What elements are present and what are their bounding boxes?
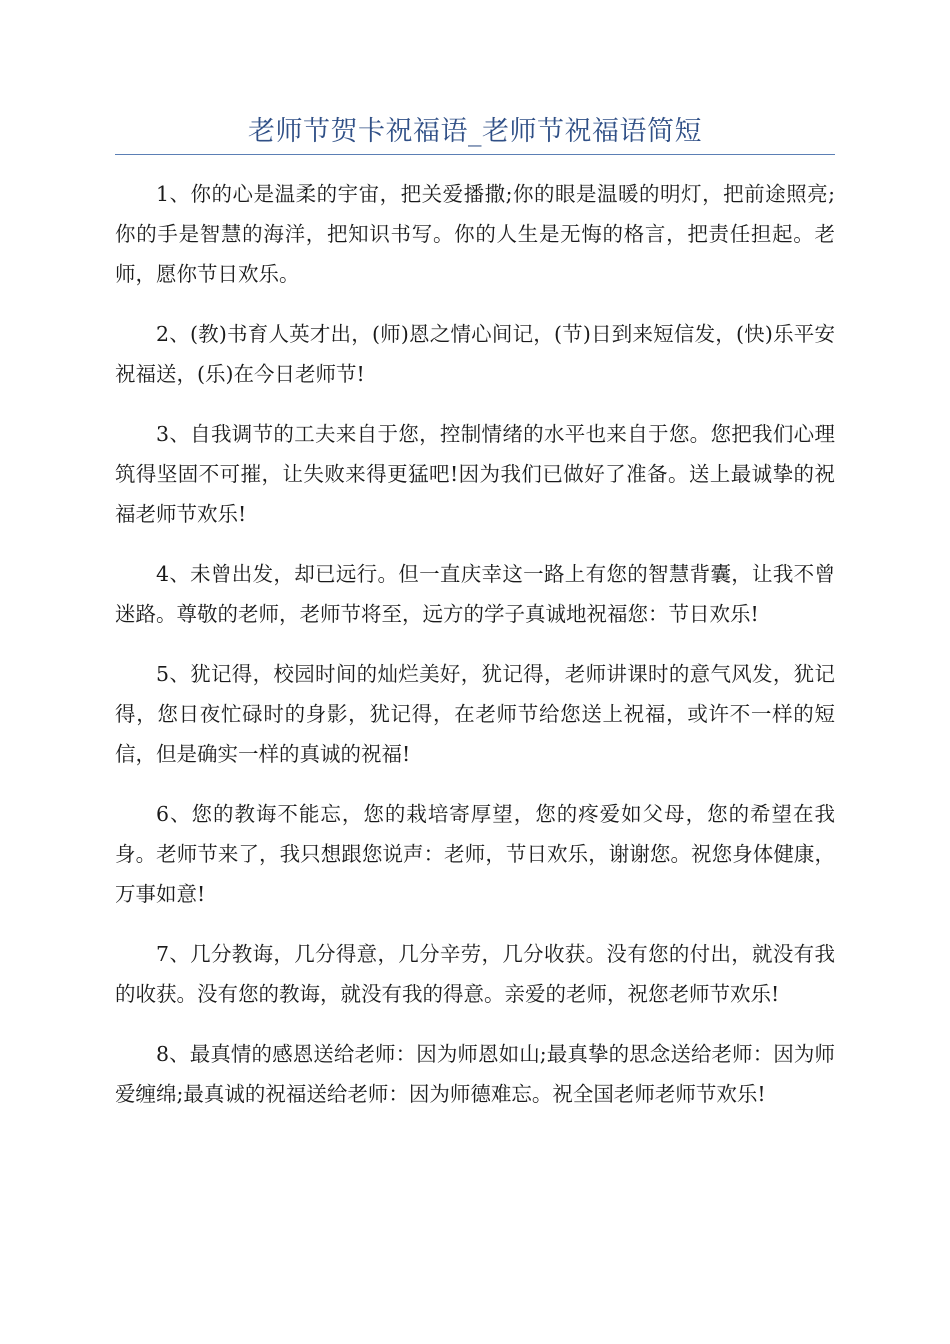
document-body bbox=[115, 174, 835, 1134]
paragraph-5: 5、犹记得，校园时间的灿烂美好，犹记得，老师讲课时的意气风发，犹记得，您日夜忙碌时的身影，犹记得，在老师节给您送上祝福，或许不一样的短信，但是确实一样的真诚的祝福! bbox=[115, 662, 835, 766]
paragraph-2: 2、(教)书育人英才出，(师)恩之情心间记，(节)日到来短信发，(快)乐平安祝福送，(乐)在今日老师节! bbox=[115, 322, 835, 386]
paragraph-7: 7、几分教诲，几分得意，几分辛劳，几分收获。没有您的付出，就没有我的收获。没有您的教诲，就没有我的得意。亲爱的老师，祝您老师节欢乐! bbox=[115, 942, 835, 1006]
paragraph-1: 1、你的心是温柔的宇宙，把关爱播撒;你的眼是温暖的明灯，把前途照亮;你的手是智慧的海洋，把知识书写。你的人生是无悔的格言，把责任担起。老师，愿你节日欢乐。 bbox=[115, 182, 835, 286]
paragraph-3: 3、自我调节的工夫来自于您，控制情绪的水平也来自于您。您把我们心理筑得坚固不可摧，让失败来得更猛吧!因为我们已做好了准备。送上最诚挚的祝福老师节欢乐! bbox=[115, 422, 835, 526]
paragraph-4: 4、未曾出发，却已远行。但一直庆幸这一路上有您的智慧背囊，让我不曾迷路。尊敬的老师，老师节将至，远方的学子真诚地祝福您：节日欢乐! bbox=[115, 562, 835, 626]
paragraph-6: 6、您的教诲不能忘，您的栽培寄厚望，您的疼爱如父母，您的希望在我身。老师节来了，我只想跟您说声：老师，节日欢乐，谢谢您。祝您身体健康，万事如意! bbox=[115, 802, 835, 906]
title-underline bbox=[115, 154, 835, 155]
paragraph-8: 8、最真情的感恩送给老师：因为师恩如山;最真挚的思念送给老师：因为师爱缠绵;最真诚的祝福送给老师：因为师德难忘。祝全国老师老师节欢乐! bbox=[115, 1042, 835, 1106]
document-title: 老师节贺卡祝福语_老师节祝福语简短 bbox=[248, 116, 702, 147]
